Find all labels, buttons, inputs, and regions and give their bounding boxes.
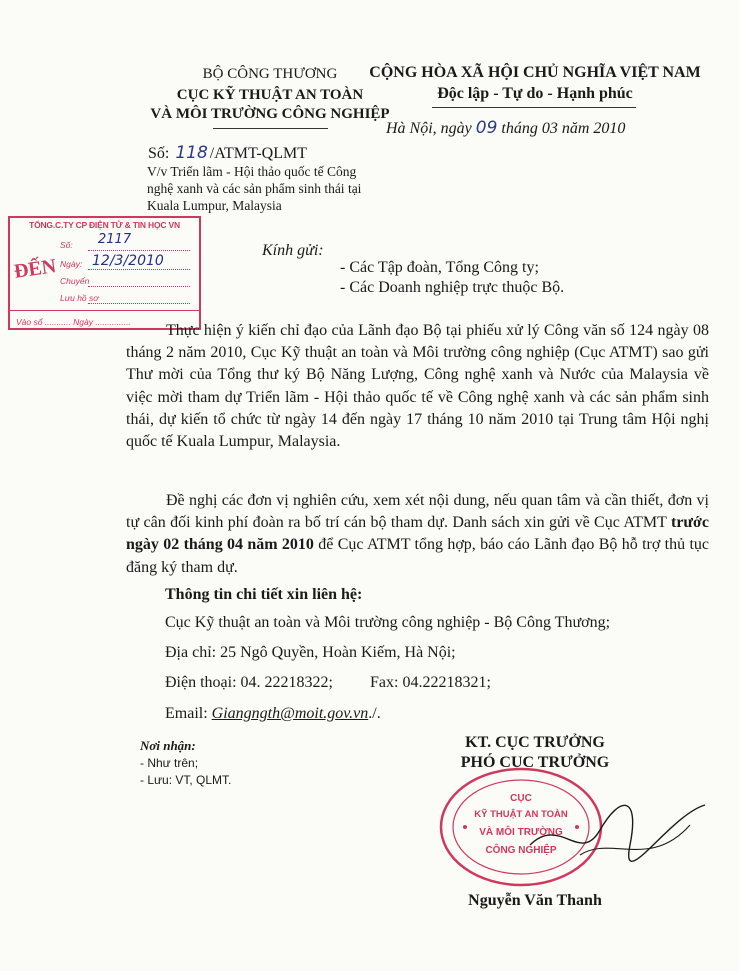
contact-organization: Cục Kỹ thuật an toàn và Môi trường công nghiệp - Bộ Công Thương; (165, 614, 611, 631)
stamp-ngay-label: Ngày: (60, 259, 83, 269)
signer-name: Nguyễn Văn Thanh (468, 892, 602, 909)
recipient-line: - Các Tập đoàn, Tổng Công ty; (340, 259, 539, 276)
stamp-chuyen-label: Chuyển (60, 276, 90, 286)
department-name-line2: VÀ MÔI TRƯỜNG CÔNG NGHIỆP (150, 106, 390, 122)
stamp-organization: TỔNG.C.TY CP ĐIỆN TỬ & TIN HỌC VN (29, 220, 180, 230)
stamp-so-label: Số: (60, 240, 73, 250)
national-title: CỘNG HÒA XÃ HỘI CHỦ NGHĨA VIỆT NAM (369, 64, 701, 81)
ministry-name: BỘ CÔNG THƯƠNG (202, 66, 338, 82)
p2-text-a: Đề nghị các đơn vị nghiên cứu, xem xét nội dung, nếu quan tâm và cần thiết, đơn vị tự cân đối kinh phí đoàn ra bố trí cán bộ tham dự. Danh sách xin gửi về Cục ATMT (126, 492, 709, 532)
handwritten-day: 09 (475, 118, 498, 138)
place-prefix: Hà Nội, ngày (386, 120, 472, 137)
receiver-item: - Lưu: VT, QLMT. (140, 773, 232, 787)
contact-phone: Điện thoại: 04. 22218322; (165, 674, 333, 691)
doc-no-label: Số: (148, 145, 170, 162)
doc-no-handwritten: 118 (175, 143, 208, 163)
month-year: tháng 03 năm 2010 (501, 120, 626, 137)
national-motto: Độc lập - Tự do - Hạnh phúc (437, 85, 633, 102)
receivers-title: Nơi nhận: (140, 738, 196, 753)
email-link[interactable]: Giangngth@moit.gov.vn (211, 705, 369, 722)
place-date (386, 118, 625, 138)
document-number (148, 143, 307, 163)
stamp-so-value: 2117 (98, 232, 132, 247)
body-paragraph-1: Thực hiện ý kiến chỉ đạo của Lãnh đạo Bộ tại phiếu xử lý Công văn số 124 ngày 08 tháng 2 năm 2010, Cục Kỹ thuật an toàn và Môi trường công nghiệp (Cục ATMT) sao gửi Thư mời của Tổng thư ký Bộ Năng Lượng, Công nghệ xanh và Nước của Malaysia về việc mời tham dự Triển lãm - Hội thảo quốc tế về Công nghệ xanh và các sản phẩm sinh thái, dự kiến tổ chức từ ngày 14 đến ngày 17 tháng 10 năm 2010 tại Trung tâm Hội nghị quốc tế Kuala Lumpur, Malaysia. (126, 322, 709, 451)
header-underline-right (432, 107, 636, 108)
department-name-line1: CỤC KỸ THUẬT AN TOÀN (176, 87, 364, 103)
stamp-luu-label: Lưu hồ sơ (60, 293, 99, 303)
p2-deadline: trước ngày 02 tháng 04 năm 2010 (126, 514, 709, 554)
salutation: Kính gửi: (262, 242, 324, 259)
signer-title-2: PHÓ CỤC TRƯỞNG (460, 754, 610, 771)
doc-no-suffix: /ATMT-QLMT (209, 145, 307, 162)
body-paragraph-2 (126, 490, 709, 579)
seal-line-2: KỸ THUẬT AN TOÀN (474, 809, 568, 820)
email-label: Email: (165, 705, 212, 722)
document-subject: V/v Triển lãm - Hội thảo quốc tế Công nghệ xanh và các sản phẩm sinh thái tại Kuala Lumpur, Malaysia (147, 164, 362, 213)
email-suffix: ./. (368, 705, 381, 722)
signer-title-1: KT. CỤC TRƯỞNG (465, 734, 605, 751)
received-stamp (8, 216, 201, 330)
contact-address: Địa chỉ: 25 Ngô Quyền, Hoàn Kiếm, Hà Nội; (165, 644, 456, 661)
stamp-den-label: ĐẾN (12, 255, 58, 283)
stamp-footer: Vào sổ ........... Ngày ............... (16, 317, 131, 327)
handwritten-signature-icon (520, 775, 710, 885)
seal-line-3: VÀ MÔI TRƯỜNG (479, 827, 563, 838)
seal-line-4: CÔNG NGHIỆP (485, 845, 557, 856)
stamp-ngay-value: 12/3/2010 (92, 253, 164, 269)
header-underline-left (213, 128, 328, 129)
recipient-line: - Các Doanh nghiệp trực thuộc Bộ. (340, 279, 565, 296)
seal-line-1: CỤC (510, 793, 532, 804)
p2-text-b: để Cục ATMT tổng hợp, báo cáo Lãnh đạo Bộ hỗ trợ thủ tục đăng ký tham dự. (126, 536, 710, 576)
contact-title: Thông tin chi tiết xin liên hệ: (165, 586, 363, 603)
contact-email-line (165, 705, 381, 723)
contact-fax: Fax: 04.22218321; (370, 674, 491, 691)
receiver-item: - Như trên; (140, 756, 199, 770)
